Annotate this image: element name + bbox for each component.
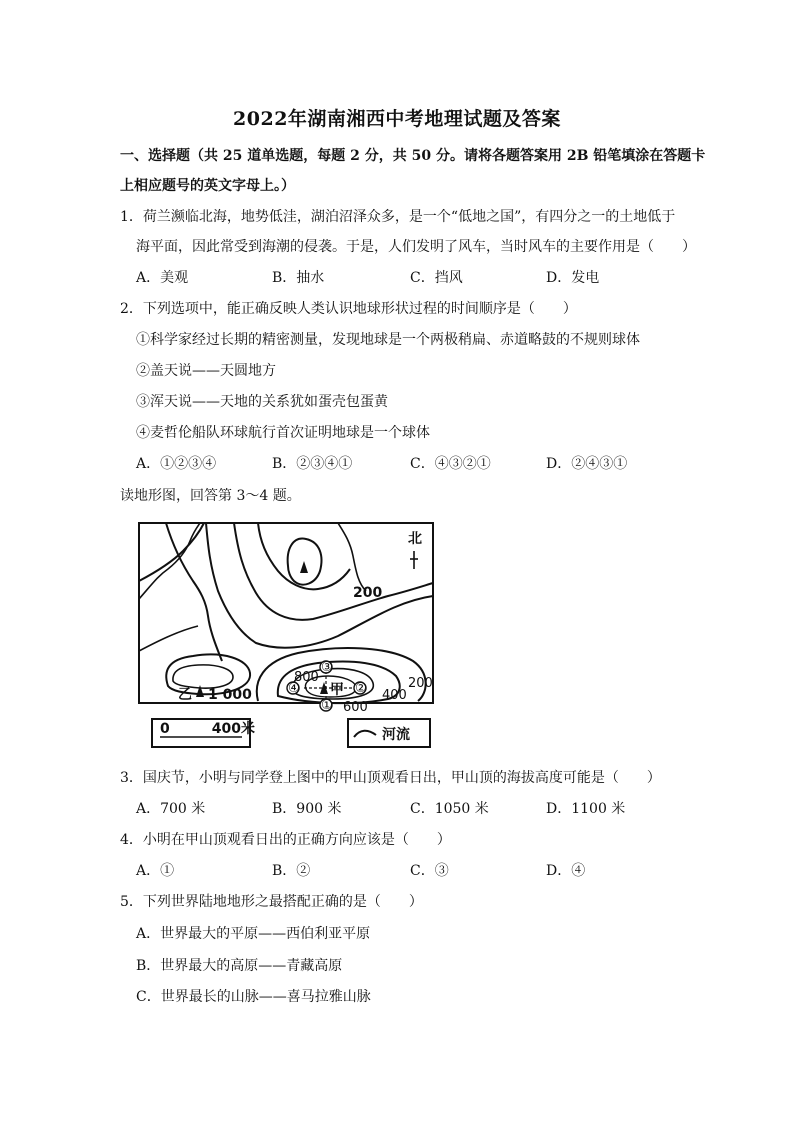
peak-yi-marker bbox=[196, 685, 204, 697]
contour-label-600: 600 bbox=[343, 700, 368, 715]
question-4-stem: 4．小明在甲山顶观看日出的正确方向应该是（ ） bbox=[120, 832, 451, 848]
contour-label-200-north: 200 bbox=[353, 585, 383, 601]
question-2-item-4: ④麦哲伦船队环球航行首次证明地球是一个球体 bbox=[136, 425, 430, 441]
question-1-option-d: D．发电 bbox=[546, 270, 600, 286]
question-2-option-a: A．①②③④ bbox=[136, 456, 217, 472]
river-4 bbox=[139, 626, 198, 651]
question-2-item-3: ③浑天说——天地的关系犹如蛋壳包蛋黄 bbox=[136, 394, 388, 410]
river-3 bbox=[166, 523, 222, 661]
question-3-option-d: D．1100 米 bbox=[546, 801, 626, 817]
contour-outer bbox=[206, 523, 433, 648]
question-3-option-c: C．1050 米 bbox=[410, 801, 489, 817]
peak-yi-height: 1 000 bbox=[208, 687, 252, 703]
question-3-option-a: A．700 米 bbox=[136, 801, 206, 817]
question-5-option-b: B．世界最大的高原——青藏高原 bbox=[136, 958, 343, 974]
question-4-option-b: B．② bbox=[272, 863, 311, 879]
peak-north-ring bbox=[288, 539, 322, 585]
contour-east bbox=[338, 523, 366, 591]
question-1-line1: 1．荷兰濒临北海，地势低洼，湖泊沼泽众多，是一个“低地之国”，有四分之一的土地低于 bbox=[120, 209, 676, 225]
question-3-option-b: B．900 米 bbox=[272, 801, 342, 817]
contour-label-800: 800 bbox=[294, 670, 319, 685]
question-1-option-c: C．挡风 bbox=[410, 270, 463, 286]
question-1-option-a: A．美观 bbox=[136, 270, 189, 286]
page-title: 2022年湖南湘西中考地理试题及答案 bbox=[233, 108, 561, 130]
question-1-line2: 海平面，因此常受到海潮的侵袭。于是，人们发明了风车，当时风车的主要作用是（ ） bbox=[136, 239, 696, 255]
question-5-option-c: C．世界最长的山脉——喜马拉雅山脉 bbox=[136, 989, 371, 1005]
question-2-stem: 2．下列选项中，能正确反映人类认识地球形状过程的时间顺序是（ ） bbox=[120, 301, 577, 317]
legend-river-icon bbox=[354, 731, 376, 737]
question-5-option-a: A．世界最大的平原——西伯利亚平原 bbox=[136, 926, 371, 942]
peak-jia-label: 甲 bbox=[330, 682, 344, 698]
question-1-option-b: B．抽水 bbox=[272, 270, 325, 286]
topographic-map bbox=[138, 521, 436, 753]
question-3-stem: 3．国庆节，小明与同学登上图中的甲山顶观看日出，甲山顶的海拔高度可能是（ ） bbox=[120, 770, 661, 786]
question-2-option-d: D．②④③① bbox=[546, 456, 628, 472]
section-heading-line2: 上相应题号的英文字母上。） bbox=[120, 178, 295, 194]
question-2-item-1: ①科学家经过长期的精密测量，发现地球是一个两极稍扁、赤道略鼓的不规则球体 bbox=[136, 332, 640, 348]
question-5-stem: 5．下列世界陆地地形之最搭配正确的是（ ） bbox=[120, 894, 423, 910]
contour-label-400: 400 bbox=[382, 688, 407, 703]
marker-4-label: ④ bbox=[288, 681, 300, 696]
peak-north-marker bbox=[300, 561, 308, 573]
question-2-option-b: B．②③④① bbox=[272, 456, 353, 472]
marker-3-label: ③ bbox=[321, 660, 333, 675]
contour-inner bbox=[258, 523, 350, 589]
map-intro: 读地形图，回答第 3～4 题。 bbox=[120, 488, 301, 504]
scale-label: 0 400米 bbox=[160, 721, 255, 737]
question-4-option-c: C．③ bbox=[410, 863, 449, 879]
marker-1-label: ① bbox=[321, 698, 333, 713]
marker-2-label: ② bbox=[355, 681, 367, 696]
peak-yi-label: 乙 bbox=[178, 687, 192, 703]
north-label: 北 bbox=[408, 531, 422, 547]
legend-label: 河流 bbox=[382, 727, 410, 743]
contour-label-200-south: 200 bbox=[408, 676, 433, 691]
question-4-option-d: D．④ bbox=[546, 863, 586, 879]
contour-mid bbox=[234, 523, 433, 620]
question-4-option-a: A．① bbox=[136, 863, 175, 879]
section-heading-line1: 一、选择题（共 25 道单选题，每题 2 分，共 50 分。请将各题答案用 2B 铅笔填涂在答题卡 bbox=[120, 148, 706, 164]
question-2-item-2: ②盖天说——天圆地方 bbox=[136, 363, 276, 379]
question-2-option-c: C．④③②① bbox=[410, 456, 491, 472]
peak-yi-ring-inner bbox=[173, 665, 233, 688]
